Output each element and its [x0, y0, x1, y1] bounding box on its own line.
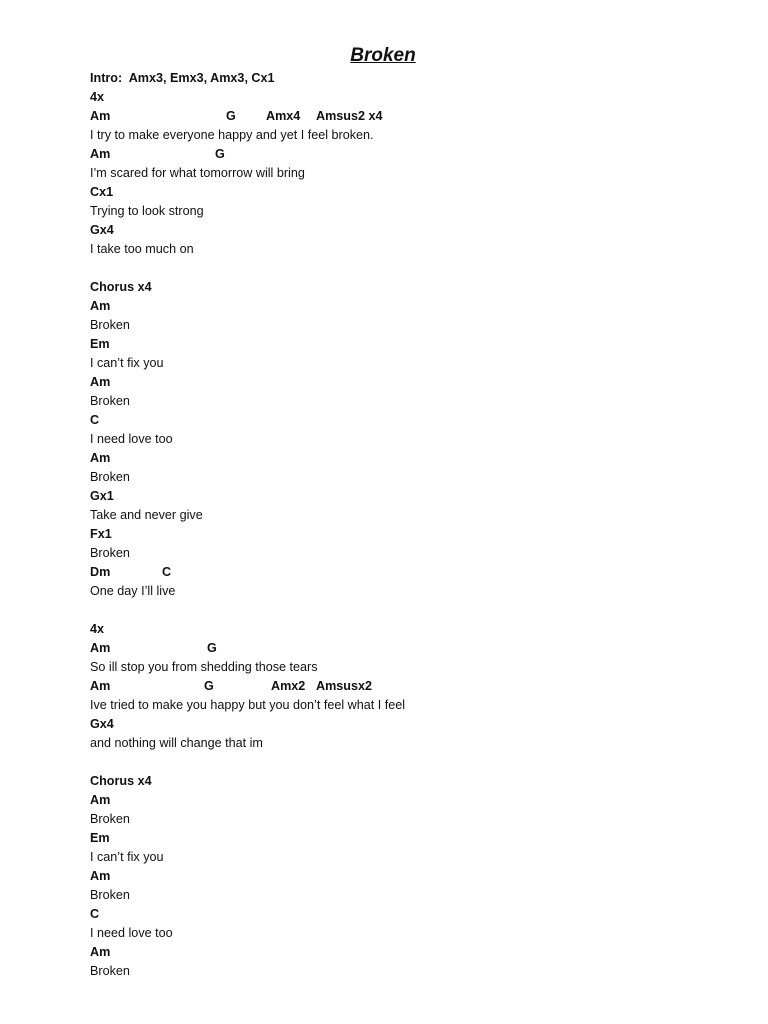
- chord-line: [90, 145, 730, 164]
- chord-line: Cx1: [90, 185, 114, 199]
- lyric-line: Trying to look strong: [90, 204, 204, 218]
- section-heading: Chorus x4: [90, 774, 152, 788]
- blank-line: [90, 259, 730, 278]
- lyric-line: and nothing will change that im: [90, 736, 263, 750]
- lyric-line: Broken: [90, 888, 130, 902]
- chord: Am: [90, 147, 111, 161]
- chord-line: Em: [90, 337, 110, 351]
- repeat-marker: 4x: [90, 90, 105, 104]
- chord-line: C: [90, 413, 100, 427]
- chord-line: Am: [90, 945, 111, 959]
- chord-line: Am: [90, 869, 111, 883]
- chord: Amx4: [266, 109, 301, 123]
- repeat-marker: 4x: [90, 622, 105, 636]
- chord-line: Em: [90, 831, 110, 845]
- chord-line: Gx4: [90, 717, 114, 731]
- chord: Dm: [90, 565, 111, 579]
- chord-line: [90, 563, 730, 582]
- chord-line: Gx1: [90, 489, 114, 503]
- lyric-line: I need love too: [90, 432, 173, 446]
- lyric-line: I’m scared for what tomorrow will bring: [90, 166, 305, 180]
- chord: Am: [90, 109, 111, 123]
- lyric-line: Broken: [90, 394, 130, 408]
- chord: Am: [90, 679, 111, 693]
- chord: G: [204, 679, 214, 693]
- chord-line: [90, 639, 730, 658]
- chord-line: Fx1: [90, 527, 112, 541]
- lyric-line: Broken: [90, 812, 130, 826]
- intro-line: Intro: Amx3, Emx3, Amx3, Cx1: [90, 71, 275, 85]
- lyric-line: I take too much on: [90, 242, 194, 256]
- lyric-line: Broken: [90, 546, 130, 560]
- section-heading: Chorus x4: [90, 280, 152, 294]
- chord-line: Am: [90, 451, 111, 465]
- chord: Amx2: [271, 679, 306, 693]
- chord: G: [215, 147, 225, 161]
- song-title: Broken: [350, 45, 416, 66]
- chord: G: [226, 109, 236, 123]
- lyric-line: Broken: [90, 964, 130, 978]
- chord-line: [90, 107, 730, 126]
- lyric-line: Take and never give: [90, 508, 203, 522]
- blank-line: [90, 601, 730, 620]
- chord: C: [162, 565, 172, 579]
- chord: Amsus2 x4: [316, 109, 383, 123]
- lyric-line: So ill stop you from shedding those tears: [90, 660, 318, 674]
- chord-line: Gx4: [90, 223, 114, 237]
- lyric-line: I can’t fix you: [90, 356, 164, 370]
- chord: G: [207, 641, 217, 655]
- chord-line: Am: [90, 375, 111, 389]
- lyric-line: Ive tried to make you happy but you don’t feel what I feel: [90, 698, 406, 712]
- chord-line: Am: [90, 793, 111, 807]
- chord: Am: [90, 641, 111, 655]
- lyric-line: I need love too: [90, 926, 173, 940]
- blank-line: [90, 753, 730, 772]
- chord-line: Am: [90, 299, 111, 313]
- lyrics-sheet: [90, 69, 730, 981]
- lyric-line: Broken: [90, 470, 130, 484]
- chord: Amsusx2: [316, 679, 373, 693]
- lyric-line: Broken: [90, 318, 130, 332]
- chord-line: C: [90, 907, 100, 921]
- lyric-line: I can’t fix you: [90, 850, 164, 864]
- lyric-line: One day I’ll live: [90, 584, 176, 598]
- chord-line: [90, 677, 730, 696]
- lyric-line: I try to make everyone happy and yet I feel broken.: [90, 128, 374, 142]
